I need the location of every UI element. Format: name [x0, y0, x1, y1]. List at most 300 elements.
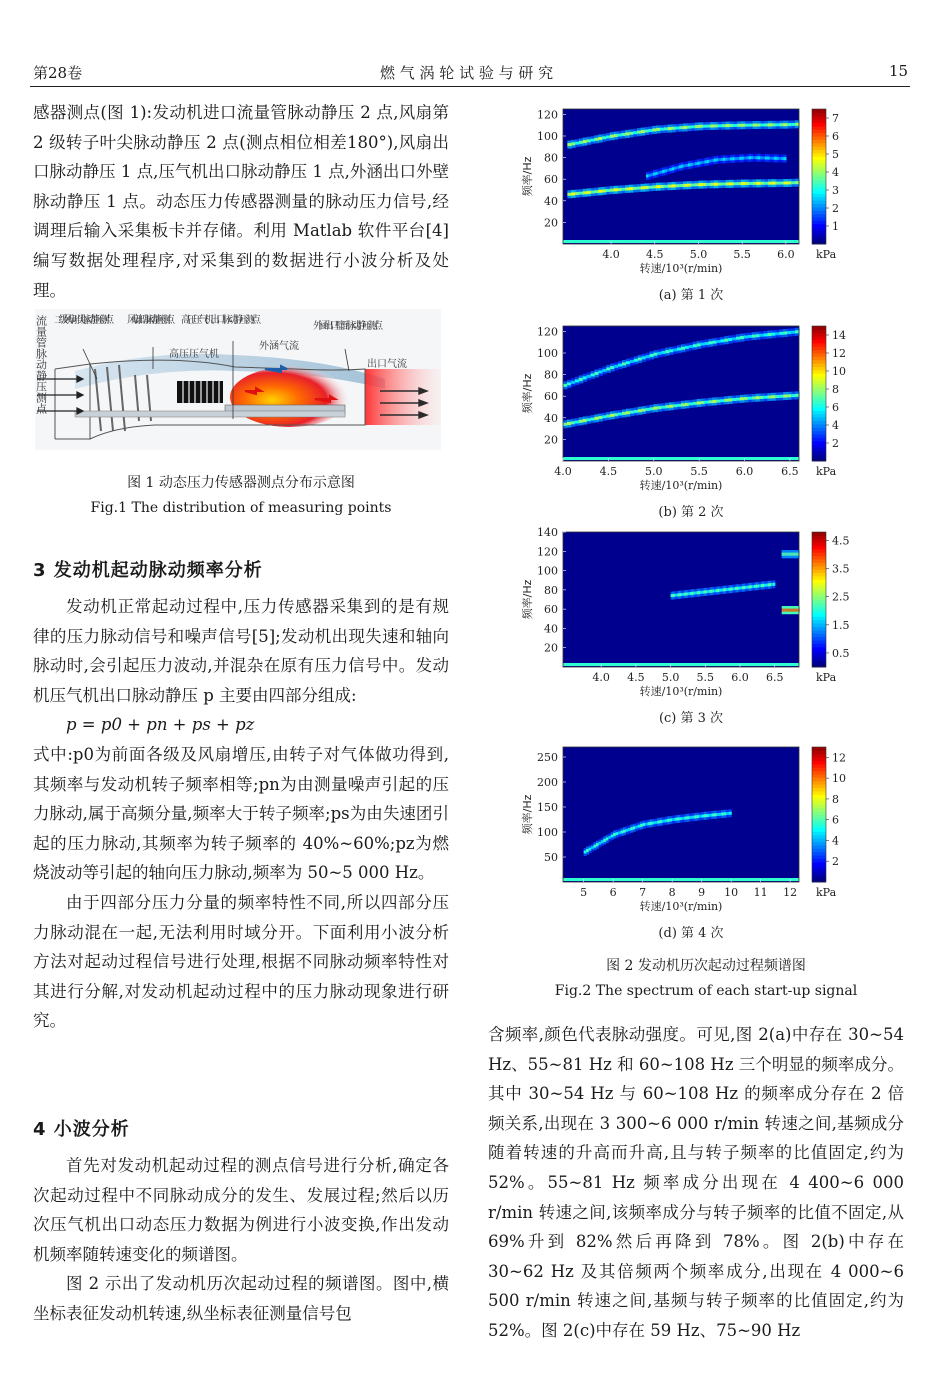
colorbar-tick-label: 2	[832, 202, 839, 215]
band-core-segment	[583, 419, 588, 422]
colorbar-segment	[812, 150, 826, 154]
band-core-segment	[764, 123, 768, 126]
band-core-segment	[618, 413, 623, 416]
engine-schematic	[35, 309, 441, 450]
band-core-segment	[602, 136, 606, 139]
band-core-segment	[645, 186, 649, 189]
band-core-segment	[622, 362, 627, 365]
colorbar-tick-label: 8	[832, 383, 839, 396]
colorbar-segment	[812, 654, 826, 658]
colorbar-segment	[812, 750, 826, 754]
band-core-segment	[591, 139, 595, 142]
colorbar-segment	[812, 828, 826, 832]
band-core-segment	[779, 395, 784, 398]
right-column-paragraph: 含频率,颜色代表脉动强度。可见,图 2(a)中存在 30~54 Hz、55~81 Hz 和 60~108 Hz 三个明显的频率成分。其中 30~54 Hz 与 60~108 Hz 的频率成分存在 2 倍频关系,出现在 3 300~6 000 r/min 转速之间,基频成分随着转速的升高而升高,且与转子频率的比值固定,约为 52%。55~81 Hz 频率成分出现在 4 400~6 000 r/min 转速之间,该频率成分与转子频率的比值不固定,从 69%升到 82%然后再降到 78%。图 2(b)中存在 30~62 Hz 及其倍频两个频率成分,出现在 4 000~6 500 r/min 转速之间,基频与转子频率的比值固定,约为 52%。图 2(c)中存在 59 Hz、75~90 Hz	[488, 1025, 904, 1340]
colorbar-segment	[812, 869, 826, 873]
band-core-segment	[712, 341, 717, 344]
header-journal-title: 燃 气 涡 轮 试 验 与 研 究	[380, 64, 554, 82]
colorbar-segment	[812, 579, 826, 583]
section-4-heading: 4 小波分析	[33, 1119, 130, 1140]
band-core-segment	[705, 401, 710, 404]
colorbar-segment	[812, 764, 826, 768]
band-core-segment	[780, 123, 784, 126]
band-core-segment	[752, 396, 757, 399]
colorbar-segment	[812, 573, 826, 577]
band-core-segment	[685, 403, 690, 406]
colorbar-segment	[812, 771, 826, 775]
band-core-segment	[732, 398, 737, 401]
band-core-segment	[709, 341, 714, 344]
band-core-segment	[610, 189, 614, 192]
colorbar-segment	[812, 454, 826, 458]
colorbar-segment	[812, 535, 826, 539]
colorbar-segment	[812, 410, 826, 414]
fig2-panel-b	[486, 314, 926, 529]
panel-caption: (d) 第 4 次	[658, 926, 724, 941]
band-core-segment	[646, 355, 651, 358]
colorbar-segment	[812, 845, 826, 849]
spectral-band-3	[782, 550, 800, 558]
colorbar-segment	[812, 798, 826, 802]
y-tick-label: 80	[544, 151, 558, 165]
band-core-segment	[716, 400, 721, 403]
band-core-segment	[594, 138, 598, 141]
fig1-label-fan-tip: 二级风扇叶尖脉动静压测点	[54, 315, 115, 326]
band-core-segment	[567, 382, 572, 385]
band-core-segment	[702, 125, 706, 128]
band-core-segment	[677, 348, 682, 351]
band-core-segment	[787, 394, 792, 397]
band-core-segment	[648, 186, 652, 189]
band-core-segment	[587, 191, 591, 194]
colorbar-segment	[812, 603, 826, 607]
colorbar-segment	[812, 539, 826, 543]
band-core-segment	[563, 384, 568, 387]
colorbar-segment	[812, 116, 826, 120]
colorbar-unit: kPa	[816, 248, 837, 261]
colorbar-tick-label: 4	[832, 166, 839, 179]
colorbar-tick-label: 6	[832, 401, 839, 414]
x-tick-label: 12	[783, 886, 798, 899]
colorbar-segment	[812, 180, 826, 184]
colorbar-segment	[812, 556, 826, 560]
section-4-paragraph-2: 图 2 示出了发动机历次起动过程的频谱图。图中,横坐标表征发动机转速,纵坐标表征测量信号包	[33, 1274, 449, 1323]
band-core-segment	[720, 339, 725, 342]
band-core-segment	[737, 124, 741, 127]
colorbar-segment	[812, 210, 826, 214]
band-core-segment	[610, 414, 615, 417]
colorbar-tick-label: 10	[832, 365, 846, 378]
band-core-segment	[760, 123, 764, 126]
band-core-segment	[744, 397, 749, 400]
colorbar-segment	[812, 224, 826, 228]
colorbar-segment	[812, 143, 826, 147]
band-core-segment	[575, 421, 580, 424]
y-axis-label: 频率/Hz	[521, 579, 534, 620]
x-tick-label: 6.5	[765, 671, 784, 684]
colorbar-segment	[812, 583, 826, 587]
spectrogram-c	[486, 520, 926, 735]
fig1-label-flow-tube: 流量管脉动静压测点	[35, 315, 48, 414]
colorbar-tick-label: 8	[832, 792, 839, 806]
section-4-paragraph-1: 首先对发动机起动过程的测点信号进行分析,确定各次起动过程中不同脉动成分的发生、发展过程;然后以历次压气机出口动态压力数据为例进行小波变换,作出发动机频率随转速变化的频谱图。	[33, 1156, 449, 1264]
band-core-segment	[614, 413, 619, 416]
band-core-segment	[652, 128, 656, 131]
band-core-segment	[714, 124, 718, 127]
colorbar-segment	[812, 441, 826, 445]
colorbar-segment	[812, 197, 826, 201]
y-tick-label: 40	[544, 622, 558, 636]
band-core-segment	[741, 124, 745, 127]
y-tick-label: 80	[544, 368, 558, 382]
colorbar-segment	[812, 569, 826, 573]
colorbar-segment	[812, 777, 826, 781]
band-core-segment	[718, 183, 722, 186]
colorbar-segment	[812, 606, 826, 610]
band-core-segment	[695, 183, 699, 186]
colorbar-segment	[812, 616, 826, 620]
equation: p = p0 + pn + ps + pz	[66, 715, 255, 735]
band-core-segment	[677, 404, 682, 407]
colorbar-segment	[812, 552, 826, 556]
band-core-segment	[695, 125, 699, 128]
band-core-segment	[575, 192, 579, 195]
fig2-panel-c	[486, 520, 926, 735]
band-core-segment	[705, 342, 710, 345]
y-tick-label: 100	[537, 347, 558, 360]
panel-caption: (c) 第 3 次	[658, 711, 724, 726]
colorbar-segment	[812, 177, 826, 181]
colorbar-tick-label: 7	[832, 112, 839, 125]
colorbar-segment	[812, 818, 826, 822]
band-core-segment	[634, 359, 639, 362]
band-core-segment	[726, 182, 730, 185]
band-core-segment	[771, 395, 776, 398]
band-core-segment	[668, 127, 672, 130]
y-tick-label: 100	[537, 564, 558, 578]
band-core-segment	[583, 140, 587, 143]
band-core-segment	[637, 187, 641, 190]
fig1-label-bypass-wall: 外涵出口壁面脉动静压测点	[313, 321, 383, 332]
colorbar-segment	[812, 387, 826, 391]
colorbar-segment	[812, 166, 826, 170]
colorbar-segment	[812, 831, 826, 835]
band-core-segment	[567, 422, 572, 425]
band-core-segment	[657, 406, 662, 409]
band-core-segment	[710, 183, 714, 186]
colorbar	[812, 109, 839, 245]
x-tick-label: 6	[609, 886, 617, 899]
section-3-paragraph-1: 发动机正常起动过程中,压力传感器采集到的是有规律的压力脉动信号和噪声信号[5];发动机出现失速和轴向脉动时,会引起压力波动,并混杂在原有压力信号中。发动机压气机出口脉动静压 p 主要由四部分组成:	[33, 597, 449, 705]
colorbar-segment	[812, 153, 826, 157]
colorbar-segment	[812, 123, 826, 127]
band-core-segment	[598, 370, 603, 373]
band-core-segment	[775, 332, 780, 335]
colorbar-segment	[812, 835, 826, 839]
band-core-segment	[720, 399, 725, 402]
band-core-segment	[787, 331, 792, 334]
colorbar-segment	[812, 566, 826, 570]
band-core-segment	[660, 185, 664, 188]
fig1-label-hpc-exit: 高压压气机出口脉动静压测点	[181, 315, 261, 326]
band-core-segment	[701, 343, 706, 346]
colorbar-segment	[812, 804, 826, 808]
fig1-label-fan-exit: 风扇出口脉动静压测点	[127, 315, 175, 326]
band-core-segment	[768, 182, 772, 185]
band-core-segment	[768, 395, 773, 398]
band-core-segment	[772, 123, 776, 126]
y-tick-label: 80	[544, 583, 558, 597]
y-tick-label: 120	[537, 108, 558, 122]
colorbar-segment	[812, 754, 826, 758]
band-core-segment	[583, 376, 588, 379]
band-core-segment	[683, 184, 687, 187]
band-core-segment	[637, 131, 641, 134]
colorbar-tick-label: 1.5	[832, 618, 850, 632]
colorbar	[812, 326, 846, 462]
x-tick-label: 5.5	[690, 465, 708, 478]
colorbar-segment	[812, 794, 826, 798]
colorbar-segment	[812, 190, 826, 194]
band-core-segment	[629, 132, 633, 135]
band-core-segment	[679, 126, 683, 129]
colorbar-segment	[812, 562, 826, 566]
x-tick-label: 8	[668, 886, 676, 899]
x-tick-label: 5.5	[733, 248, 751, 261]
band-core-segment	[563, 423, 568, 426]
colorbar-segment	[812, 613, 826, 617]
band-core-segment	[764, 396, 769, 399]
colorbar-segment	[812, 630, 826, 634]
colorbar-segment	[812, 589, 826, 593]
colorbar-segment	[812, 444, 826, 448]
colorbar-segment	[812, 129, 826, 133]
colorbar-segment	[812, 637, 826, 641]
colorbar-tick-label: 4	[832, 834, 839, 848]
band-core-segment	[722, 124, 726, 127]
band-core-segment	[587, 375, 592, 378]
band-core-segment	[726, 124, 730, 127]
colorbar-segment	[812, 650, 826, 654]
band-core-segment	[730, 124, 734, 127]
band-core-segment	[724, 339, 729, 342]
x-tick-label: 11	[753, 886, 768, 899]
band-core-segment	[756, 334, 761, 337]
header-page-number: 15	[889, 62, 909, 80]
band-core-segment	[745, 182, 749, 185]
colorbar-segment	[812, 640, 826, 644]
colorbar-segment	[812, 848, 826, 852]
colorbar-segment	[812, 424, 826, 428]
colorbar-segment	[812, 808, 826, 812]
band-core-segment	[772, 182, 776, 185]
spectrogram-d	[486, 735, 926, 950]
y-tick-label: 60	[544, 173, 558, 187]
colorbar-segment	[812, 788, 826, 792]
colorbar-tick-label: 2.5	[832, 590, 850, 604]
colorbar-segment	[812, 394, 826, 398]
colorbar-segment	[812, 633, 826, 637]
y-axis-label: 频率/Hz	[521, 373, 534, 414]
low-frequency-band	[563, 457, 799, 460]
band-core-segment	[709, 400, 714, 403]
band-core-segment	[748, 335, 753, 338]
band-core-segment	[685, 346, 690, 349]
band-core-segment	[621, 188, 625, 191]
colorbar-segment	[812, 231, 826, 235]
colorbar-segment	[812, 353, 826, 357]
band-core-segment	[602, 189, 606, 192]
band-core-segment	[657, 352, 662, 355]
y-tick-label: 250	[537, 751, 558, 764]
colorbar-tick-label: 3	[832, 184, 839, 197]
band-core-segment	[722, 183, 726, 186]
panel-caption: (b) 第 2 次	[658, 505, 724, 520]
band-core-segment	[653, 407, 658, 410]
colorbar-segment	[812, 627, 826, 631]
colorbar-segment	[812, 747, 826, 751]
band-core-segment	[784, 182, 788, 185]
band-core-segment	[664, 185, 668, 188]
band-core-segment	[740, 336, 745, 339]
band-core-segment	[630, 411, 635, 414]
band-core-segment	[740, 397, 745, 400]
figure-1-engine-diagram	[35, 309, 441, 450]
y-tick-label: 100	[537, 130, 558, 143]
band-core-segment	[783, 331, 788, 334]
band-core-segment	[625, 132, 629, 135]
colorbar-segment	[812, 657, 826, 661]
colorbar-segment	[812, 858, 826, 862]
band-core-segment	[733, 124, 737, 127]
band-core-segment	[791, 123, 795, 126]
band-core-segment	[648, 129, 652, 132]
band-core-segment	[779, 332, 784, 335]
colorbar-segment	[812, 559, 826, 563]
band-core-segment	[780, 182, 784, 185]
band-core-segment	[587, 418, 592, 421]
x-tick-label: 6.0	[731, 671, 749, 684]
colorbar-segment	[812, 156, 826, 160]
band-core-segment	[681, 403, 686, 406]
band-core-segment	[591, 191, 595, 194]
colorbar-segment	[812, 136, 826, 140]
colorbar-segment	[812, 343, 826, 347]
fig1-caption-en: Fig.1 The distribution of measuring points	[90, 500, 392, 516]
band-core-segment	[669, 349, 674, 352]
colorbar-tick-label: 4	[832, 419, 839, 432]
colorbar-unit: kPa	[816, 886, 837, 899]
x-axis-label: 转速/10³(r/min)	[639, 262, 723, 275]
colorbar-segment	[812, 163, 826, 167]
low-frequency-band	[563, 663, 799, 666]
band-core-segment	[716, 340, 721, 343]
band-core-segment	[787, 123, 791, 126]
fig2-panel-a	[486, 97, 926, 312]
colorbar-segment	[812, 126, 826, 130]
band-core-segment	[652, 185, 656, 188]
band-core-segment	[567, 143, 571, 146]
band-core-segment	[610, 366, 615, 369]
colorbar-segment	[812, 546, 826, 550]
band-core-segment	[656, 185, 660, 188]
band-core-segment	[744, 335, 749, 338]
band-core-segment	[679, 184, 683, 187]
band-core-segment	[646, 408, 651, 411]
band-core-segment	[653, 353, 658, 356]
colorbar-segment	[812, 356, 826, 360]
band-core-segment	[681, 347, 686, 350]
colorbar-segment	[812, 417, 826, 421]
x-tick-label: 10	[724, 886, 739, 899]
band-core-segment	[675, 126, 679, 129]
band-core-segment	[702, 183, 706, 186]
colorbar-segment	[812, 757, 826, 761]
colorbar-segment	[812, 119, 826, 123]
band-core-segment	[773, 583, 775, 586]
band-core-segment	[598, 137, 602, 140]
low-frequency-band	[563, 878, 799, 881]
band-core-segment	[706, 183, 710, 186]
colorbar-tick-label: 12	[832, 347, 846, 360]
band-core-segment	[748, 397, 753, 400]
colorbar-segment	[812, 360, 826, 364]
fig1-caption-cn: 图 1 动态压力传感器测点分布示意图	[127, 475, 355, 491]
x-tick-label: 4.0	[554, 465, 572, 478]
band-core-segment	[728, 338, 733, 341]
colorbar-segment	[812, 333, 826, 337]
intro-paragraph: 感器测点(图 1):发动机进口流量管脉动静压 2 点,风扇第 2 级转子叶尖脉动静压 2 点(测点相位相差180°),风扇出口脉动静压 1 点,压气机出口脉动静压 1 点,外涵出口外壁脉动静压 1 点。动态压力传感器测量的脉动压力信号,经调理后输入采集板卡并存储。利用 Matlab 软件平台[4]编写数据处理程序,对采集到的数据进行小波分析及处理。	[33, 103, 449, 300]
band-core-segment	[575, 142, 579, 145]
colorbar-segment	[812, 842, 826, 846]
colorbar-segment	[812, 112, 826, 116]
band-core-segment	[729, 812, 732, 815]
colorbar-segment	[812, 427, 826, 431]
colorbar-segment	[812, 234, 826, 238]
colorbar-segment	[812, 217, 826, 221]
band-core-segment	[606, 189, 610, 192]
band-core-segment	[791, 181, 795, 184]
band-core-segment	[598, 416, 603, 419]
colorbar-segment	[812, 400, 826, 404]
band-core-segment	[693, 344, 698, 347]
colorbar-segment	[812, 183, 826, 187]
colorbar-segment	[812, 326, 826, 330]
x-tick-label: 6.5	[781, 465, 799, 478]
band-core-segment	[753, 124, 757, 127]
band-core-segment	[771, 333, 776, 336]
colorbar-segment	[812, 200, 826, 204]
panel-caption: (a) 第 1 次	[658, 288, 724, 303]
colorbar-segment	[812, 227, 826, 231]
band-core-segment	[741, 182, 745, 185]
band-core-segment	[691, 183, 695, 186]
colorbar-segment	[812, 346, 826, 350]
band-core-segment	[784, 123, 788, 126]
band-core-segment	[618, 134, 622, 137]
colorbar-segment	[812, 596, 826, 600]
colorbar-segment	[812, 350, 826, 354]
band-core-segment	[791, 394, 796, 397]
colorbar-segment	[812, 363, 826, 367]
band-core-segment	[753, 182, 757, 185]
band-core-segment	[736, 337, 741, 340]
colorbar-segment	[812, 193, 826, 197]
band-core-segment	[650, 354, 655, 357]
band-core-segment	[683, 126, 687, 129]
band-core-segment	[575, 379, 580, 382]
y-tick-label: 20	[544, 433, 558, 447]
